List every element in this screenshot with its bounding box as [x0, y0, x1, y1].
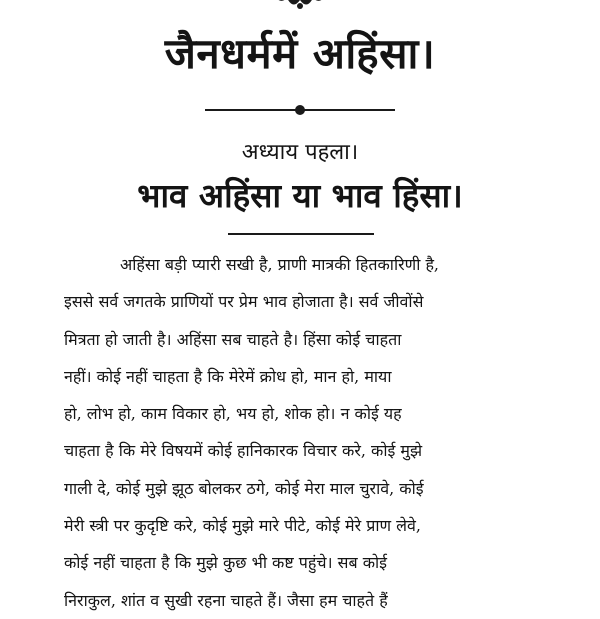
body-line: नहीं। कोई नहीं चाहता है कि मेरेमें क्रोध हो, मान हो, माया [64, 366, 392, 386]
body-line: मेरी स्त्री पर कुदृष्टि करे, कोई मुझे मारे पीटे, कोई मेरे प्राण लेवे, [64, 516, 421, 536]
decorative-ornament-icon [265, 0, 335, 14]
body-paragraph [64, 246, 544, 619]
body-line: कोई नहीं चाहता है कि मुझे कुछ भी कष्ट पहुंचे। सब कोई [64, 553, 387, 573]
body-line: निराकुल, शांत व सुखी रहना चाहते हैं। जैसा हम चाहते हैं [64, 590, 388, 610]
body-line: मित्रता हो जाती है। अहिंसा सब चाहते है। हिंसा कोई चाहता [64, 329, 402, 349]
body-line: चाहता है कि मेरे विषयमें कोई हानिकारक विचार करे, कोई मुझे [64, 441, 423, 461]
body-line: इससे सर्व जगतके प्राणियों पर प्रेम भाव होजाता है। सर्व जीवोंसे [64, 292, 424, 312]
body-line: हो, लोभ हो, काम विकार हो, भय हो, शोक हो। न कोई यह [64, 404, 402, 424]
body-line: अहिंसा बड़ी प्यारी सखी है, प्राणी मात्रकी हितकारिणी है, [120, 255, 440, 274]
divider-ornament-icon [228, 228, 374, 240]
chapter-label: अध्याय पहला। [241, 140, 359, 165]
body-line: गाली दे, कोई मुझे झूठ बोलकर ठगे, कोई मेरा माल चुरावे, कोई [64, 478, 424, 498]
page-title: जैनधर्ममें अहिंसा। [164, 29, 436, 78]
chapter-title: भाव अहिंसा या भाव हिंसा। [137, 176, 463, 215]
divider-ornament-icon [205, 104, 395, 116]
